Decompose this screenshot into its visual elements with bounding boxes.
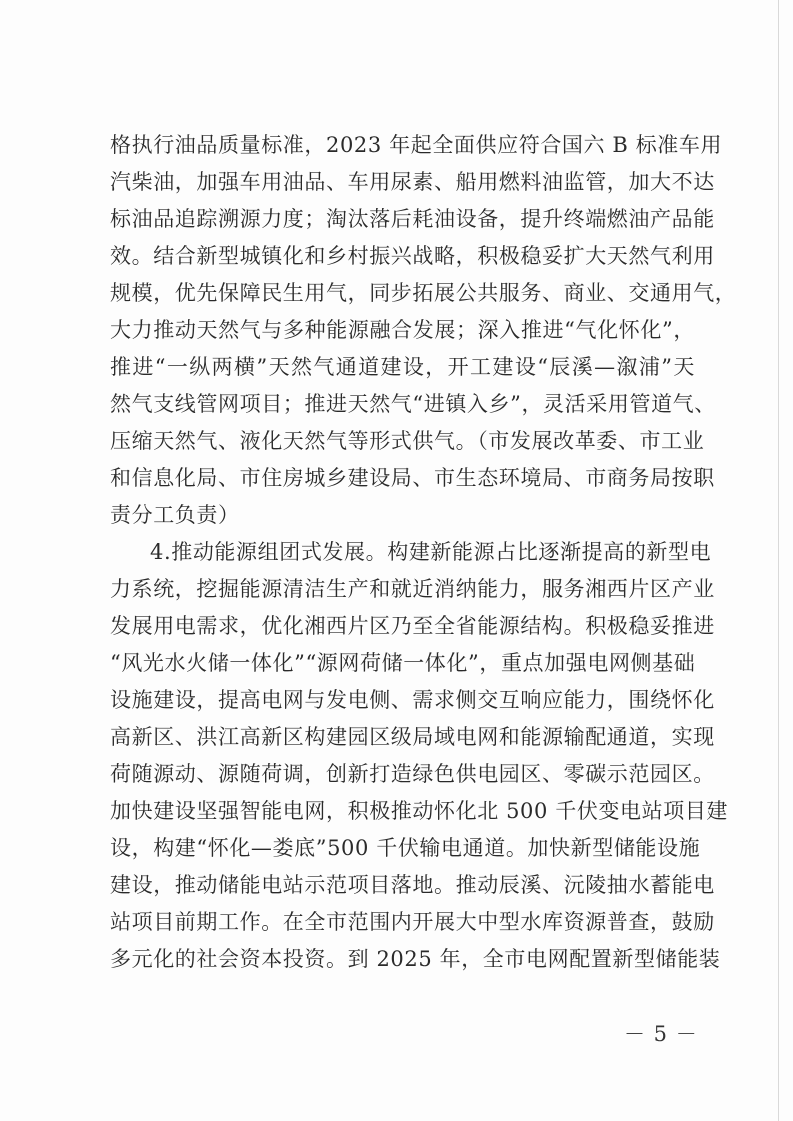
text-line: 效。结合新型城镇化和乡村振兴战略，积极稳妥扩大天然气利用 — [110, 244, 715, 268]
text-line: 格执行油品质量标准，2023 年起全面供应符合国六 B 标准车用 — [110, 133, 723, 157]
page-number: － 5 － — [624, 1022, 698, 1046]
text-line: 压缩天然气、液化天然气等形式供气。（市发展改革委、市工业 — [110, 429, 705, 453]
text-line: 站项目前期工作。在全市范围内开展大中型水库资源普查，鼓励 — [110, 910, 715, 934]
text-line: 高新区、洪江高新区构建园区级局域电网和能源输配通道，实现 — [110, 725, 715, 749]
text-line: 加快建设坚强智能电网，积极推动怀化北 500 千伏变电站项目建 — [110, 799, 729, 823]
text-line: 多元化的社会资本投资。到 2025 年，全市电网配置新型储能装 — [110, 947, 721, 971]
text-line: 大力推动天然气与多种能源融合发展；深入推进“气化怀化”， — [110, 318, 695, 342]
text-line: 荷随源动、源随荷调，创新打造绿色供电园区、零碳示范园区。 — [110, 762, 715, 786]
text-line: 建设，推动储能电站示范项目落地。推动辰溪、沅陵抽水蓄能电 — [110, 873, 715, 897]
text-line: 设，构建“怀化—娄底”500 千伏输电通道。加快新型储能设施 — [110, 836, 701, 860]
text-line: 责分工负责） — [110, 503, 240, 527]
text-line: 推进“一纵两横”天然气通道建设，开工建设“辰溪—溆浦”天 — [110, 355, 695, 379]
text-line: 标油品追踪溯源力度；淘汰落后耗油设备，提升终端燃油产品能 — [110, 207, 715, 231]
text-line: 汽柴油，加强车用油品、车用尿素、船用燃料油监管，加大不达 — [110, 170, 715, 194]
paragraph-heading-line: 4.推动能源组团式发展。构建新能源占比逐渐提高的新型电 — [150, 540, 712, 564]
text-line: 和信息化局、市住房城乡建设局、市生态环境局、市商务局按职 — [110, 466, 715, 490]
text-line: “风光水火储一体化”“源网荷储一体化”，重点加强电网侧基础 — [110, 651, 696, 675]
text-line: 规模，优先保障民生用气，同步拓展公共服务、商业、交通用气， — [110, 281, 737, 305]
text-line: 然气支线管网项目；推进天然气“进镇入乡”，灵活采用管道气、 — [110, 392, 716, 416]
scan-edge-line — [778, 0, 779, 1121]
text-line: 发展用电需求，优化湘西片区乃至全省能源结构。积极稳妥推进 — [110, 614, 715, 638]
text-line: 设施建设，提高电网与发电侧、需求侧交互响应能力，围绕怀化 — [110, 688, 715, 712]
text-line: 力系统，挖掘能源清洁生产和就近消纳能力，服务湘西片区产业 — [110, 577, 715, 601]
